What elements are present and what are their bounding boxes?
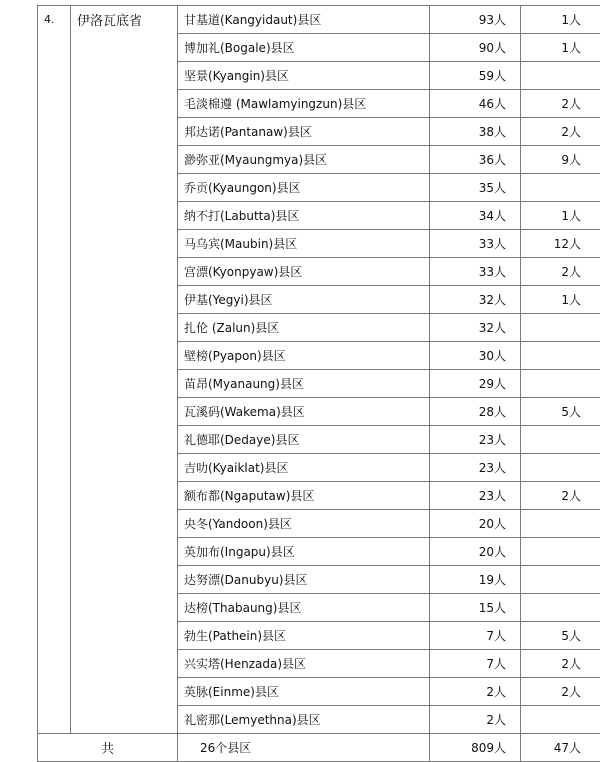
district-extra-count: 1人 <box>521 202 600 230</box>
table-row <box>38 594 600 622</box>
province-name <box>71 454 178 482</box>
district-extra-count <box>521 62 600 90</box>
row-number <box>38 62 71 90</box>
district-extra-count <box>521 370 600 398</box>
district-name: 吉叻(Kyaiklat)县区 <box>178 454 430 482</box>
district-name: 勃生(Pathein)县区 <box>178 622 430 650</box>
district-extra-count: 2人 <box>521 118 600 146</box>
district-extra-count: 5人 <box>521 622 600 650</box>
table-row <box>38 482 600 510</box>
district-extra-count <box>521 566 600 594</box>
district-count: 36人 <box>430 146 521 174</box>
district-extra-count <box>521 706 600 734</box>
row-number <box>38 566 71 594</box>
province-name <box>71 510 178 538</box>
district-name: 扎伦 (Zalun)县区 <box>178 314 430 342</box>
district-count: 20人 <box>430 510 521 538</box>
province-name <box>71 566 178 594</box>
table-row <box>38 146 600 174</box>
table-row <box>38 286 600 314</box>
table-row <box>38 174 600 202</box>
total-districts: 26个县区 <box>178 734 430 762</box>
province-name <box>71 482 178 510</box>
table-row <box>38 314 600 342</box>
district-extra-count <box>521 314 600 342</box>
table-row <box>38 566 600 594</box>
district-extra-count: 2人 <box>521 678 600 706</box>
district-name: 伊基(Yegyi)县区 <box>178 286 430 314</box>
district-name: 壁榜(Pyapon)县区 <box>178 342 430 370</box>
row-number: 4. <box>38 6 71 34</box>
province-name <box>71 678 178 706</box>
table-row <box>38 426 600 454</box>
district-name: 瓦溪码(Wakema)县区 <box>178 398 430 426</box>
district-name: 礼德耶(Dedaye)县区 <box>178 426 430 454</box>
table-row <box>38 258 600 286</box>
table-row <box>38 6 600 34</box>
district-name: 邦达诺(Pantanaw)县区 <box>178 118 430 146</box>
district-count: 20人 <box>430 538 521 566</box>
row-number <box>38 174 71 202</box>
table-row <box>38 342 600 370</box>
province-name <box>71 230 178 258</box>
district-extra-count <box>521 174 600 202</box>
district-count: 32人 <box>430 286 521 314</box>
district-name: 甘基道(Kangyidaut)县区 <box>178 6 430 34</box>
district-extra-count <box>521 594 600 622</box>
district-count: 90人 <box>430 34 521 62</box>
province-name <box>71 398 178 426</box>
district-table <box>37 5 600 762</box>
district-count: 2人 <box>430 706 521 734</box>
district-count: 29人 <box>430 370 521 398</box>
district-extra-count: 2人 <box>521 258 600 286</box>
district-count: 2人 <box>430 678 521 706</box>
table-row <box>38 34 600 62</box>
district-extra-count: 1人 <box>521 286 600 314</box>
district-count: 23人 <box>430 426 521 454</box>
row-number <box>38 370 71 398</box>
district-count: 7人 <box>430 622 521 650</box>
row-number <box>38 230 71 258</box>
total-count: 809人 <box>430 734 521 762</box>
province-name <box>71 538 178 566</box>
district-count: 46人 <box>430 90 521 118</box>
row-number <box>38 706 71 734</box>
district-extra-count <box>521 426 600 454</box>
district-name: 兴实塔(Henzada)县区 <box>178 650 430 678</box>
district-name: 英加布(Ingapu)县区 <box>178 538 430 566</box>
province-name <box>71 370 178 398</box>
district-extra-count: 9人 <box>521 146 600 174</box>
row-number <box>38 510 71 538</box>
row-number <box>38 482 71 510</box>
district-name: 央冬(Yandoon)县区 <box>178 510 430 538</box>
province-name <box>71 62 178 90</box>
table-row <box>38 538 600 566</box>
province-name <box>71 594 178 622</box>
table-row <box>38 370 600 398</box>
row-number <box>38 426 71 454</box>
table-row <box>38 90 600 118</box>
table-row <box>38 62 600 90</box>
row-number <box>38 314 71 342</box>
total-extra-count: 47人 <box>521 734 600 762</box>
row-number <box>38 622 71 650</box>
district-name: 额布都(Ngaputaw)县区 <box>178 482 430 510</box>
province-name <box>71 258 178 286</box>
district-name: 苗昂(Myanaung)县区 <box>178 370 430 398</box>
district-count: 33人 <box>430 258 521 286</box>
row-number <box>38 34 71 62</box>
province-name <box>71 426 178 454</box>
district-count: 19人 <box>430 566 521 594</box>
row-number <box>38 398 71 426</box>
province-name: 伊洛瓦底省 <box>71 6 178 34</box>
district-extra-count <box>521 510 600 538</box>
row-number <box>38 118 71 146</box>
table-row <box>38 202 600 230</box>
province-name <box>71 650 178 678</box>
total-row <box>38 734 600 762</box>
district-name: 渺弥亚(Myaungmya)县区 <box>178 146 430 174</box>
district-count: 15人 <box>430 594 521 622</box>
district-count: 23人 <box>430 482 521 510</box>
province-name <box>71 174 178 202</box>
province-name <box>71 286 178 314</box>
row-number <box>38 678 71 706</box>
district-extra-count: 12人 <box>521 230 600 258</box>
row-number <box>38 146 71 174</box>
province-name <box>71 90 178 118</box>
district-name: 英脉(Einme)县区 <box>178 678 430 706</box>
district-extra-count: 5人 <box>521 398 600 426</box>
table-row <box>38 706 600 734</box>
province-name <box>71 622 178 650</box>
district-count: 33人 <box>430 230 521 258</box>
row-number <box>38 90 71 118</box>
district-count: 38人 <box>430 118 521 146</box>
table-row <box>38 454 600 482</box>
district-count: 28人 <box>430 398 521 426</box>
district-extra-count: 2人 <box>521 482 600 510</box>
district-name: 博加礼(Bogale)县区 <box>178 34 430 62</box>
district-extra-count: 1人 <box>521 6 600 34</box>
row-number <box>38 454 71 482</box>
province-name <box>71 314 178 342</box>
district-extra-count <box>521 538 600 566</box>
row-number <box>38 594 71 622</box>
district-name: 毛淡棉遵 (Mawlamyingzun)县区 <box>178 90 430 118</box>
district-extra-count: 1人 <box>521 34 600 62</box>
district-name: 乔贡(Kyaungon)县区 <box>178 174 430 202</box>
district-count: 30人 <box>430 342 521 370</box>
table-row <box>38 678 600 706</box>
district-count: 93人 <box>430 6 521 34</box>
row-number <box>38 202 71 230</box>
province-name <box>71 34 178 62</box>
district-name: 礼密那(Lemyethna)县区 <box>178 706 430 734</box>
district-count: 34人 <box>430 202 521 230</box>
district-count: 7人 <box>430 650 521 678</box>
district-extra-count: 2人 <box>521 650 600 678</box>
table-row <box>38 118 600 146</box>
table-row <box>38 622 600 650</box>
district-count: 59人 <box>430 62 521 90</box>
district-name: 达努漂(Danubyu)县区 <box>178 566 430 594</box>
district-name: 宫漂(Kyonpyaw)县区 <box>178 258 430 286</box>
district-extra-count <box>521 342 600 370</box>
table-row <box>38 510 600 538</box>
district-name: 纳不打(Labutta)县区 <box>178 202 430 230</box>
row-number <box>38 342 71 370</box>
row-number <box>38 286 71 314</box>
table-row <box>38 650 600 678</box>
total-label: 共 <box>38 734 178 762</box>
province-name <box>71 342 178 370</box>
table-row <box>38 398 600 426</box>
district-extra-count <box>521 454 600 482</box>
province-name <box>71 706 178 734</box>
province-name <box>71 202 178 230</box>
district-extra-count: 2人 <box>521 90 600 118</box>
district-count: 32人 <box>430 314 521 342</box>
row-number <box>38 258 71 286</box>
district-name: 坚景(Kyangin)县区 <box>178 62 430 90</box>
district-name: 马乌宾(Maubin)县区 <box>178 230 430 258</box>
province-name <box>71 146 178 174</box>
district-name: 达榜(Thabaung)县区 <box>178 594 430 622</box>
table-row <box>38 230 600 258</box>
row-number <box>38 650 71 678</box>
district-count: 23人 <box>430 454 521 482</box>
row-number <box>38 538 71 566</box>
district-count: 35人 <box>430 174 521 202</box>
province-name <box>71 118 178 146</box>
